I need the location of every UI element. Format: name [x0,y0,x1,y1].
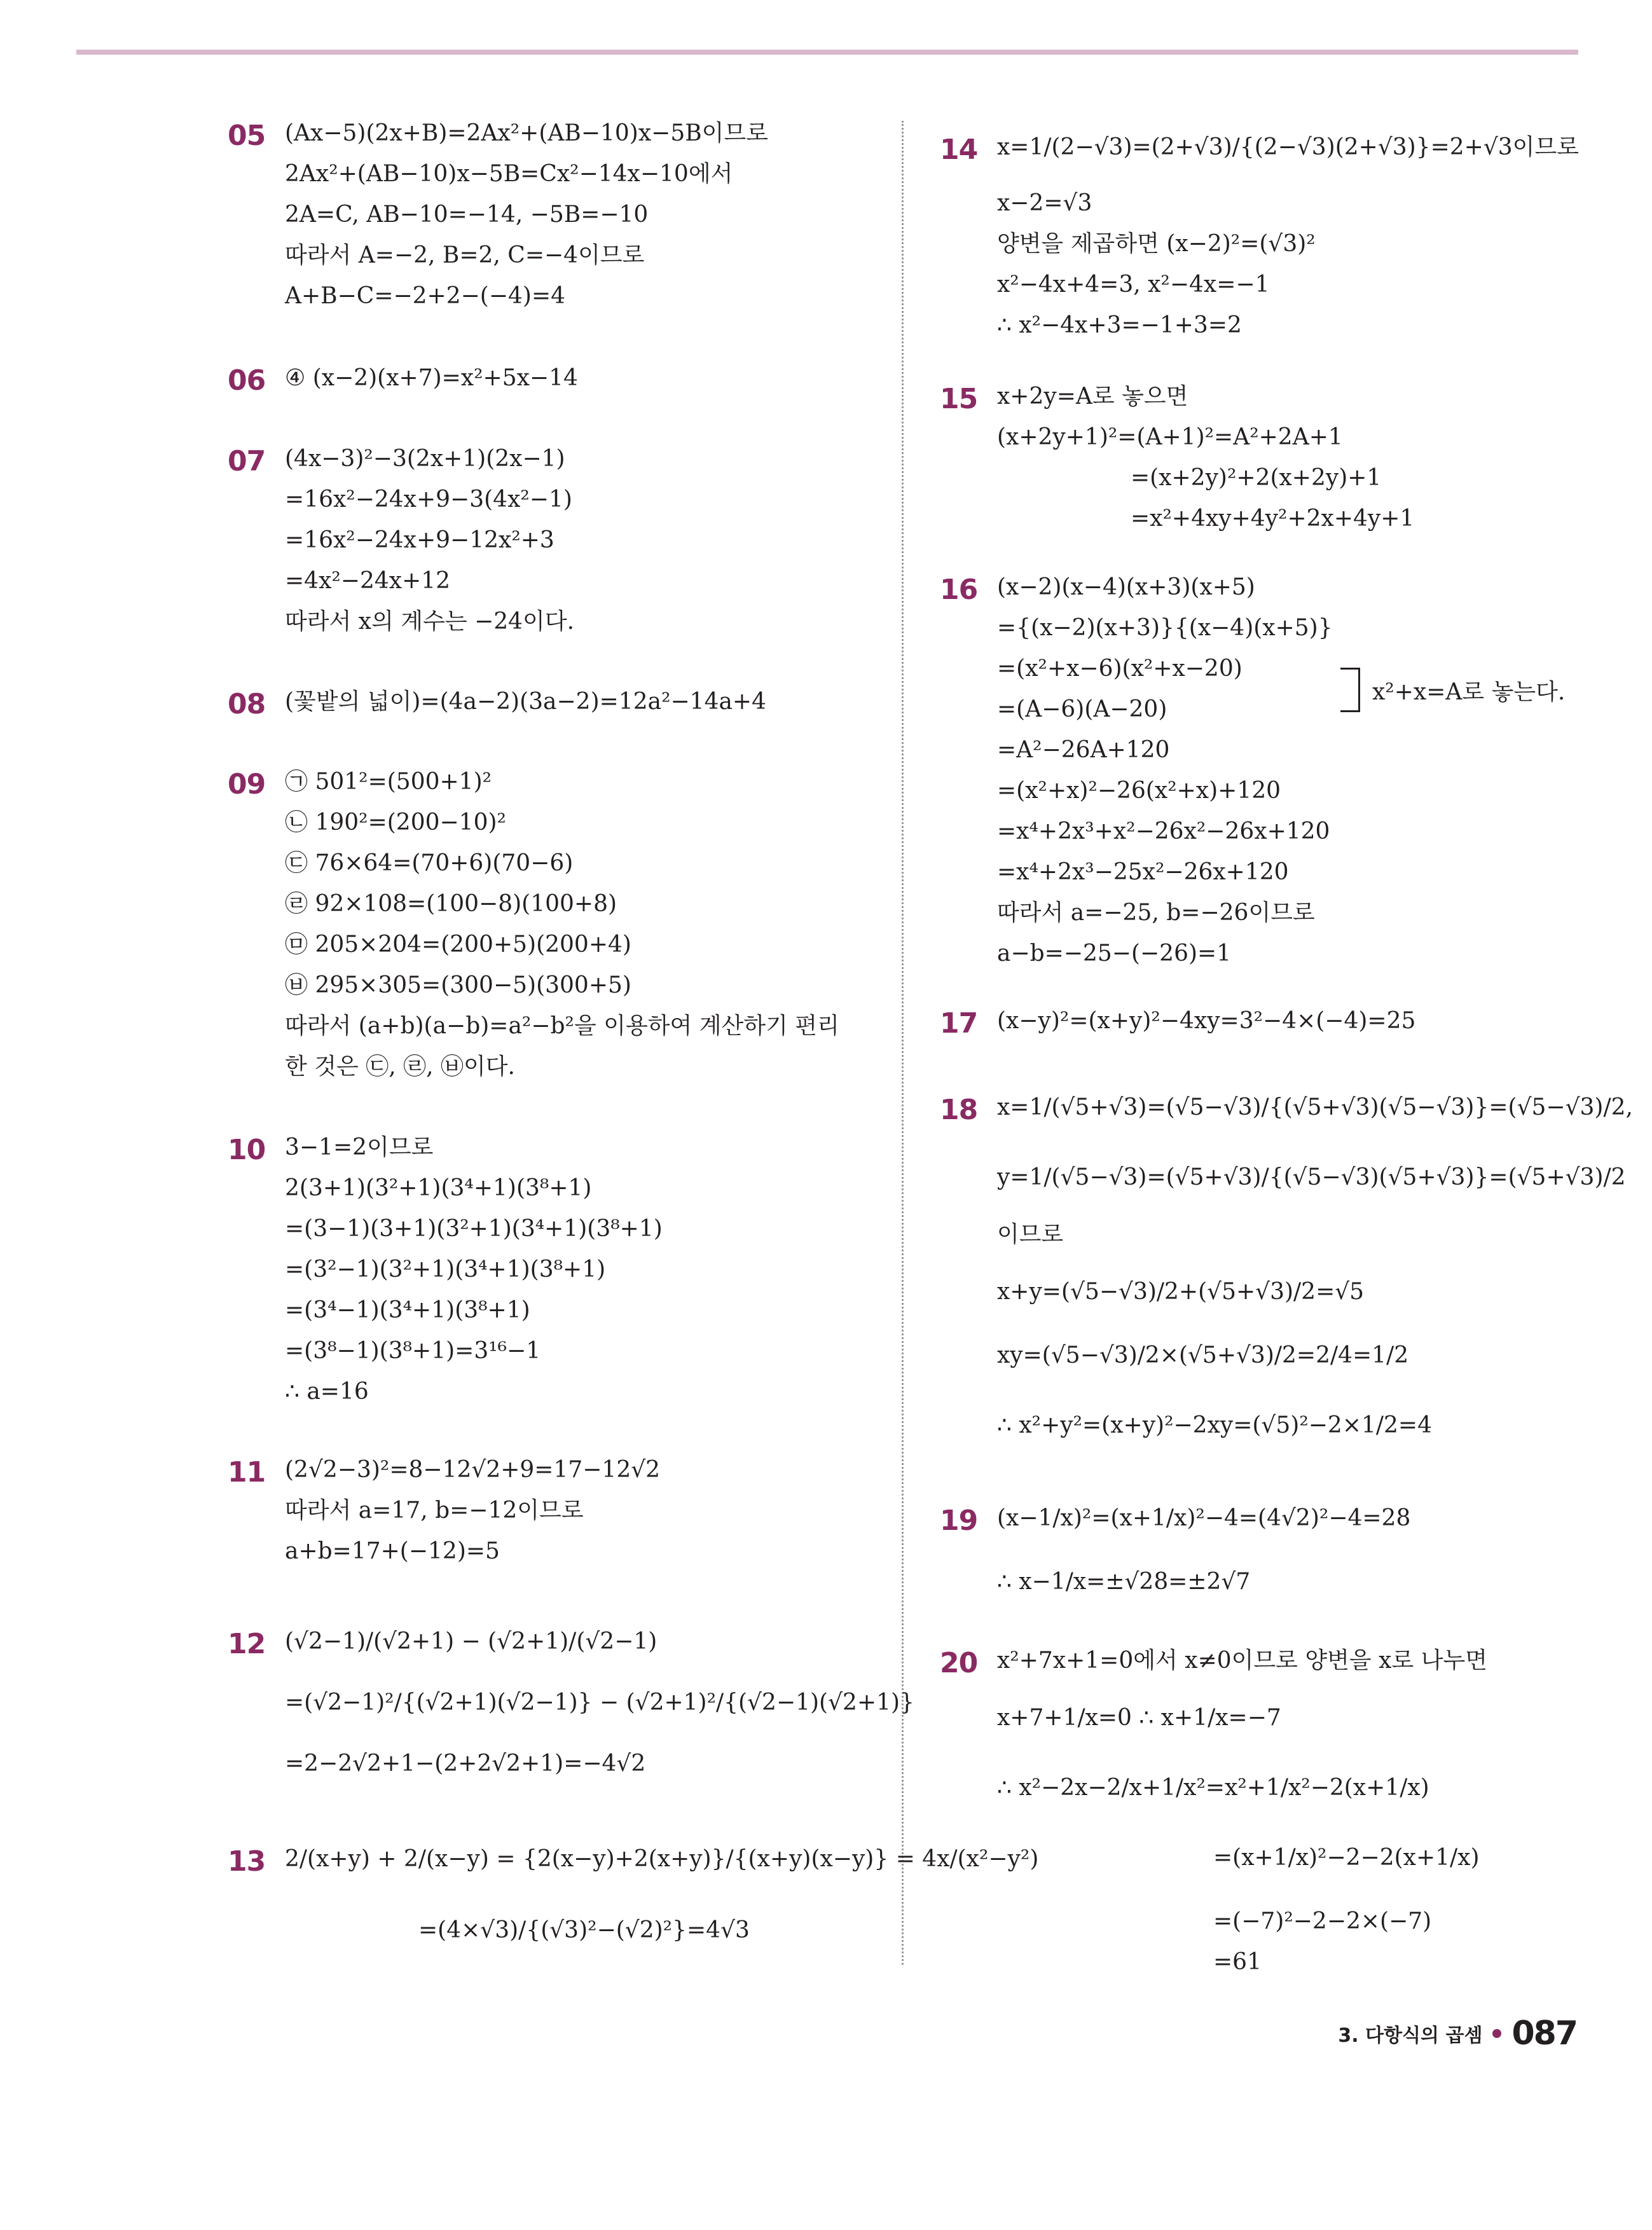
solution-line: x+7+1/x=0 ∴ x+1/x=−7 [997,1705,1281,1731]
solution-line: 따라서 A=−2, B=2, C=−4이므로 [285,242,645,268]
problem-number: 10 [228,1134,266,1166]
solution-line: ㉤ 205×204=(200+5)(200+4) [285,932,631,958]
solution-line: (4x−3)²−3(2x+1)(2x−1) [285,446,565,472]
solution-line: ∴ a=16 [285,1379,369,1405]
solution-line: =(3−1)(3+1)(3²+1)(3⁴+1)(3⁸+1) [285,1216,663,1242]
solution-line: y=1/(√5−√3)=(√5+√3)/{(√5−√3)(√5+√3)}=(√5+√3)/2 [997,1164,1626,1190]
solution-line: =A²−26A+120 [997,737,1170,763]
solution-line: 한 것은 ㉢, ㉣, ㉥이다. [285,1054,515,1080]
problem-number: 08 [228,688,266,720]
solution-line: =(A−6)(A−20) [997,696,1167,722]
solution-line: x+y=(√5−√3)/2+(√5+√3)/2=√5 [997,1279,1365,1305]
solution-line: 이므로 [997,1222,1064,1248]
solution-line: =(x²+x−6)(x²+x−20) [997,656,1242,682]
solution-line: (x−1/x)²=(x+1/x)²−4=(4√2)²−4=28 [997,1505,1411,1531]
problem-number: 07 [228,445,266,478]
solution-line: =x⁴+2x³+x²−26x²−26x+120 [997,818,1330,844]
problem-number: 16 [940,574,978,606]
solution-line: ㉠ 501²=(500+1)² [285,769,492,795]
solution-line: (Ax−5)(2x+B)=2Ax²+(AB−10)x−5B이므로 [285,120,769,146]
solution-line: =(4×√3)/{(√3)²−(√2)²}=4√3 [418,1917,750,1943]
solution-line: (x−y)²=(x+y)²−4xy=3²−4×(−4)=25 [997,1008,1416,1034]
solution-line: =x⁴+2x³−25x²−26x+120 [997,859,1289,885]
solution-line: 3−1=2이므로 [285,1134,434,1160]
bullet-icon [1492,2029,1501,2038]
page-footer [1338,2014,1577,2053]
solution-line: =(3⁸−1)(3⁸+1)=3¹⁶−1 [285,1338,541,1364]
top-rule [76,50,1578,55]
solution-line: ㉥ 295×305=(300−5)(300+5) [285,972,631,998]
solution-line: 2A=C, AB−10=−14, −5B=−10 [285,202,649,228]
solution-line: =(−7)²−2−2×(−7) [1213,1908,1432,1934]
problem-number: 19 [940,1504,978,1537]
problem-number: 17 [940,1007,978,1040]
solution-line: =(x²+x)²−26(x²+x)+120 [997,778,1281,804]
solution-line: 양변을 제곱하면 (x−2)²=(√3)² [997,231,1316,257]
problem-number: 15 [940,383,978,415]
solution-line: x+2y=A로 놓으면 [997,383,1188,410]
solution-line: ㉣ 92×108=(100−8)(100+8) [285,891,617,917]
solution-line: (x+2y+1)²=(A+1)²=A²+2A+1 [997,424,1343,450]
solution-line: ∴ x²+y²=(x+y)²−2xy=(√5)²−2×1/2=4 [997,1412,1432,1438]
solution-line: =(3⁴−1)(3⁴+1)(3⁸+1) [285,1297,530,1323]
solution-line: (√2−1)/(√2+1) − (√2+1)/(√2−1) [285,1628,657,1655]
solution-line: ∴ x²−4x+3=−1+3=2 [997,312,1242,338]
solution-line: (x−2)(x−4)(x+3)(x+5) [997,574,1255,600]
solution-line: ㉡ 190²=(200−10)² [285,809,506,836]
solution-line: (2√2−3)²=8−12√2+9=17−12√2 [285,1457,661,1483]
solution-line: =16x²−24x+9−12x²+3 [285,527,554,553]
solution-line: =61 [1213,1949,1262,1975]
solution-line: A+B−C=−2+2−(−4)=4 [285,283,566,309]
chapter-title: 3. 다항식의 곱셈 [1338,2025,1483,2047]
problem-number: 06 [228,364,266,397]
solution-line: ㉢ 76×64=(70+6)(70−6) [285,850,574,876]
solution-line: =(x+1/x)²−2−2(x+1/x) [1213,1845,1480,1871]
substitution-bracket [1340,668,1360,712]
problem-number: 18 [940,1094,978,1126]
solution-line: ={(x−2)(x+3)}{(x−4)(x+5)} [997,615,1333,641]
solution-line: (꽃밭의 넓이)=(4a−2)(3a−2)=12a²−14a+4 [285,689,766,715]
substitution-note: x²+x=A로 놓는다. [1372,679,1566,705]
solution-line: =4x²−24x+12 [285,568,451,594]
problem-number: 20 [940,1647,978,1679]
problem-number: 12 [228,1628,266,1660]
solution-line: =(3²−1)(3²+1)(3⁴+1)(3⁸+1) [285,1256,606,1283]
problem-number: 13 [228,1845,266,1878]
solution-line: 2Ax²+(AB−10)x−5B=Cx²−14x−10에서 [285,161,733,187]
solution-line: x=1/(2−√3)=(2+√3)/{(2−√3)(2+√3)}=2+√3이므로 [997,134,1580,160]
solution-line: 따라서 (a+b)(a−b)=a²−b²을 이용하여 계산하기 편리 [285,1013,839,1039]
problem-number: 11 [228,1456,266,1489]
problem-number: 09 [228,768,266,801]
problem-number: 05 [228,120,266,152]
solution-line: =(√2−1)²/{(√2+1)(√2−1)} − (√2+1)²/{(√2−1)(√2+1)} [285,1690,914,1716]
solution-line: =(x+2y)²+2(x+2y)+1 [1131,465,1382,491]
solution-line: xy=(√5−√3)/2×(√5+√3)/2=2/4=1/2 [997,1342,1409,1368]
solution-line: x²+7x+1=0에서 x≠0이므로 양변을 x로 나누면 [997,1648,1488,1674]
solution-line: 2(3+1)(3²+1)(3⁴+1)(3⁸+1) [285,1175,592,1201]
solution-line: 2/(x+y) + 2/(x−y) = {2(x−y)+2(x+y)}/{(x+y)(x−y)} = 4x/(x²−y²) [285,1846,1039,1872]
solution-line: =16x²−24x+9−3(4x²−1) [285,486,572,513]
solution-line: =2−2√2+1−(2+2√2+1)=−4√2 [285,1751,646,1777]
solution-line: ∴ x−1/x=±√28=±2√7 [997,1569,1251,1595]
page-number: 087 [1511,2014,1577,2053]
solution-line: ④ (x−2)(x+7)=x²+5x−14 [285,365,578,391]
solution-line: a−b=−25−(−26)=1 [997,940,1232,967]
solution-line: x=1/(√5+√3)=(√5−√3)/{(√5+√3)(√5−√3)}=(√5−√3)/2, [997,1094,1633,1120]
solution-line: 따라서 a=−25, b=−26이므로 [997,900,1315,926]
solution-line: 따라서 x의 계수는 −24이다. [285,609,575,635]
solution-line: x−2=√3 [997,190,1092,216]
solution-line: =x²+4xy+4y²+2x+4y+1 [1131,506,1415,532]
solution-line: ∴ x²−2x−2/x+1/x²=x²+1/x²−2(x+1/x) [997,1775,1429,1801]
solution-line: 따라서 a=17, b=−12이므로 [285,1497,584,1524]
column-divider [902,121,904,1965]
solution-line: x²−4x+4=3, x²−4x=−1 [997,272,1270,298]
solution-line: a+b=17+(−12)=5 [285,1538,500,1564]
problem-number: 14 [940,134,978,166]
